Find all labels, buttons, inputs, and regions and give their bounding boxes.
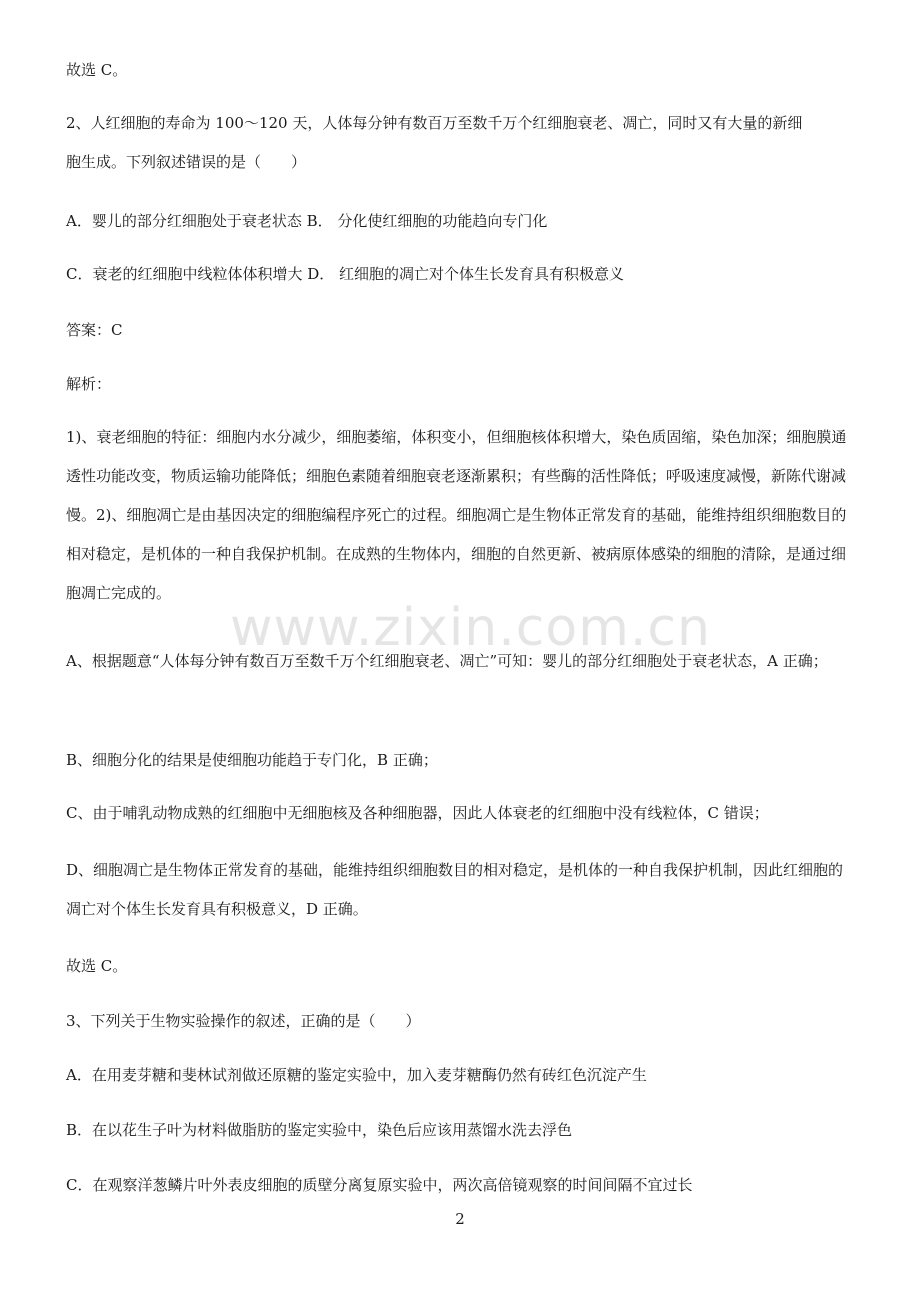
analysis-label: 解析：	[66, 375, 112, 393]
watermark: www.zixin.com.cn	[230, 598, 711, 658]
question-3-option-a: A．在用麦芽糖和斐林试剂做还原糖的鉴定实验中，加入麦芽糖酶仍然有砖红色沉淀产生	[66, 1066, 647, 1084]
question-3-stem: 3、下列关于生物实验操作的叙述，正确的是（ ）	[66, 1012, 421, 1030]
answer-label: 答案：C	[66, 321, 123, 339]
analysis-paragraph-1: 1)、衰老细胞的特征：细胞内水分减少，细胞萎缩，体积变小，但细胞核体积增大，染色质固缩，染色加深；细胞膜通透性功能改变，物质运输功能降低；细胞色素随着细胞衰老逐渐累积；有些酶的活性降低；呼吸速度减慢，新陈代谢减慢。2)、细胞凋亡是由基因决定的细胞编程序死亡的过程。细胞凋亡是生物体正常发育的基础，能维持组织细胞数目的相对稳定，是机体的一种自我保护机制。在成熟的生物体内，细胞的自然更新、被病原体感染的细胞的清除，是通过细胞凋亡完成的。	[66, 428, 847, 602]
question-2-options-ab: A．婴儿的部分红细胞处于衰老状态 B． 分化使红细胞的功能趋向专门化	[66, 212, 548, 230]
analysis-option-b: B、细胞分化的结果是使细胞功能趋于专门化，B 正确；	[66, 751, 438, 769]
conclusion-q2: 故选 C。	[66, 957, 128, 975]
analysis-option-d: D、细胞凋亡是生物体正常发育的基础，能维持组织细胞数目的相对稳定，是机体的一种自我保护机制，因此红细胞的凋亡对个体生长发育具有积极意义，D 正确。	[66, 861, 844, 918]
page-number: 2	[455, 1210, 465, 1228]
analysis-option-a: A、根据题意“人体每分钟有数百万至数千万个红细胞衰老、凋亡”可知：婴儿的部分红细胞处于衰老状态，A 正确；	[66, 652, 828, 670]
question-2-stem-line2: 胞生成。下列叙述错误的是（ ）	[66, 153, 307, 171]
question-3-option-c: C．在观察洋葱鳞片叶外表皮细胞的质壁分离复原实验中，两次高倍镜观察的时间间隔不宜过长	[66, 1176, 693, 1194]
analysis-option-c: C、由于哺乳动物成熟的红细胞中无细胞核及各种细胞器，因此人体衰老的红细胞中没有线粒体，C 错误；	[66, 804, 769, 822]
question-3-option-b: B．在以花生子叶为材料做脂肪的鉴定实验中，染色后应该用蒸馏水洗去浮色	[66, 1121, 573, 1139]
question-2-stem-line1: 2、人红细胞的寿命为 100～120 天，人体每分钟有数百万至数千万个红细胞衰老、凋亡，同时又有大量的新细	[66, 114, 803, 132]
conclusion-q1: 故选 C。	[66, 61, 128, 79]
question-2-options-cd: C．衰老的红细胞中线粒体体积增大 D． 红细胞的凋亡对个体生长发育具有积极意义	[66, 265, 625, 283]
